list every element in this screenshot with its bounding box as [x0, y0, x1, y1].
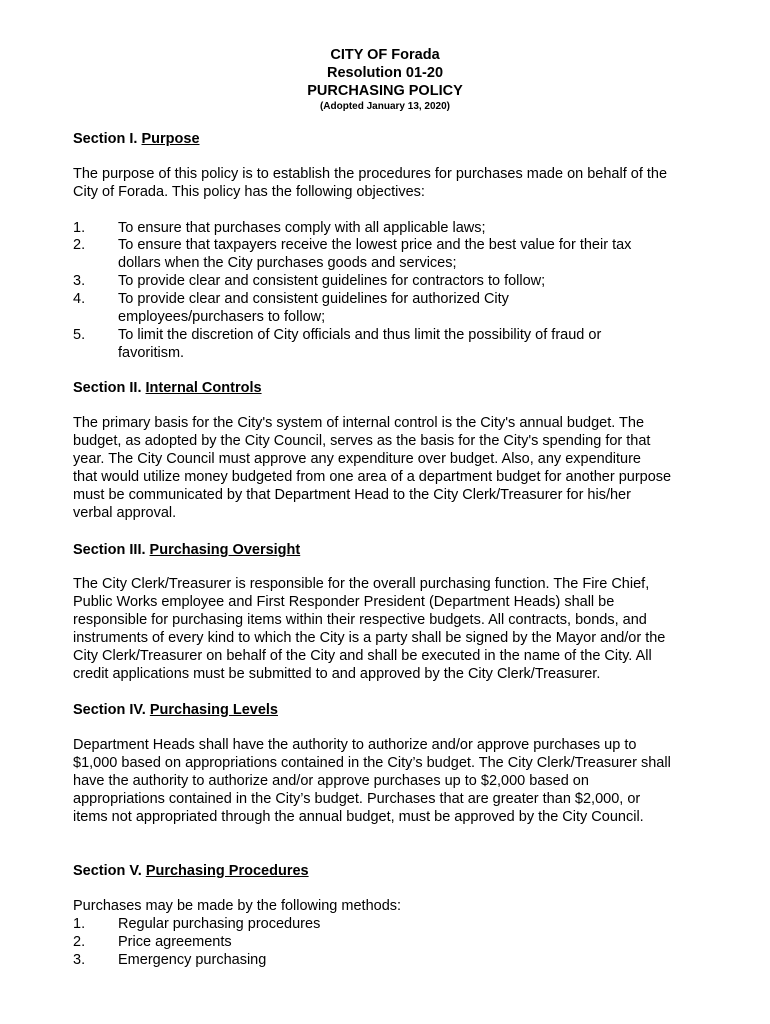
section-2-heading	[73, 380, 262, 397]
list-item-text: Emergency purchasing	[118, 952, 267, 968]
section-4-body-line: have the authority to authorize and/or approve purchases up to $2,000 based on	[73, 773, 589, 789]
section-2-body-line: that would utilize money budgeted from one area of a department budget for another purpose	[73, 469, 672, 485]
list-item-text: employees/purchasers to follow;	[118, 309, 326, 325]
list-item-text: To limit the discretion of City officials and thus limit the possibility of fraud or	[118, 327, 602, 343]
section-5-heading	[73, 863, 309, 880]
list-item-text: To provide clear and consistent guidelines for authorized City	[118, 291, 509, 307]
section-3-body-line: City Clerk/Treasurer on behalf of the City and shall be executed in the name of the City. All	[73, 648, 652, 664]
list-item-text: Regular purchasing procedures	[118, 916, 321, 932]
section-3-body-line: credit applications must be submitted to and approved by the City Clerk/Treasurer.	[73, 666, 601, 682]
list-item-number: 2.	[73, 237, 86, 253]
section-5-intro: Purchases may be made by the following methods:	[73, 898, 402, 914]
section-1-intro-line: The purpose of this policy is to establish the procedures for purchases made on behalf of the	[73, 166, 668, 182]
section-5-title: Purchasing Procedures	[145, 863, 309, 879]
section-1-heading	[73, 131, 200, 148]
section-3-body-line: responsible for purchasing items within their respective budgets. All contracts, bonds, and	[73, 612, 647, 628]
section-4-body-line: appropriations contained in the City’s budget. Purchases that are greater than $2,000, or	[73, 791, 641, 807]
list-item-text: Price agreements	[118, 934, 232, 950]
list-item-number: 2.	[73, 934, 86, 950]
section-2-body-line: The primary basis for the City's system of internal control is the City's annual budget. The	[73, 415, 645, 431]
list-item-number: 3.	[73, 273, 86, 289]
section-3-body-line: instruments of every kind to which the City is a party shall be signed by the Mayor and/or the	[73, 630, 666, 646]
section-4-heading	[73, 702, 278, 719]
doc-title-resolution: Resolution 01-20	[326, 65, 444, 81]
section-2-body-line: year. The City Council must approve any expenditure over budget. Also, any expenditure	[73, 451, 641, 467]
section-2-body-line: must be communicated by that Department Head to the City Clerk/Treasurer for his/her	[73, 487, 631, 503]
section-3-prefix: Section III.	[73, 542, 146, 558]
doc-title-policy: PURCHASING POLICY	[307, 83, 463, 99]
section-2-prefix: Section II.	[73, 380, 142, 396]
section-2-body-line: verbal approval.	[73, 505, 177, 521]
doc-adopted-date: (Adopted January 13, 2020)	[319, 101, 451, 112]
list-item-text: dollars when the City purchases goods and services;	[118, 255, 457, 271]
section-4-title: Purchasing Levels	[149, 702, 278, 718]
list-item-number: 5.	[73, 327, 86, 343]
section-1-title: Purpose	[141, 131, 200, 147]
doc-title-city: CITY OF Forada	[330, 47, 440, 63]
section-5-prefix: Section V.	[73, 863, 142, 879]
section-4-prefix: Section IV.	[73, 702, 146, 718]
list-item-number: 1.	[73, 220, 86, 236]
list-item-text: To provide clear and consistent guidelines for contractors to follow;	[118, 273, 546, 289]
section-4-body-line: items not appropriated through the annual budget, must be approved by the City Council.	[73, 809, 644, 825]
section-1-prefix: Section I.	[73, 131, 138, 147]
list-item-text: To ensure that purchases comply with all applicable laws;	[118, 220, 486, 236]
section-2-body-line: budget, as adopted by the City Council, serves as the basis for the City's spending for that	[73, 433, 651, 449]
list-item-number: 1.	[73, 916, 86, 932]
section-1-intro-line: City of Forada. This policy has the following objectives:	[73, 184, 425, 200]
section-2-title: Internal Controls	[145, 380, 262, 396]
section-4-body-line: Department Heads shall have the authority to authorize and/or approve purchases up to	[73, 737, 637, 753]
section-3-heading	[73, 542, 300, 559]
list-item-text: To ensure that taxpayers receive the lowest price and the best value for their tax	[118, 237, 632, 253]
section-3-title: Purchasing Oversight	[149, 542, 301, 558]
list-item-number: 4.	[73, 291, 86, 307]
section-3-body-line: Public Works employee and First Responder President (Department Heads) shall be	[73, 594, 615, 610]
section-3-body-line: The City Clerk/Treasurer is responsible for the overall purchasing function. The Fire Chief,	[73, 576, 650, 592]
list-item-number: 3.	[73, 952, 86, 968]
section-4-body-line: $1,000 based on appropriations contained in the City’s budget. The City Clerk/Treasurer shall	[73, 755, 671, 771]
list-item-text: favoritism.	[118, 345, 185, 361]
